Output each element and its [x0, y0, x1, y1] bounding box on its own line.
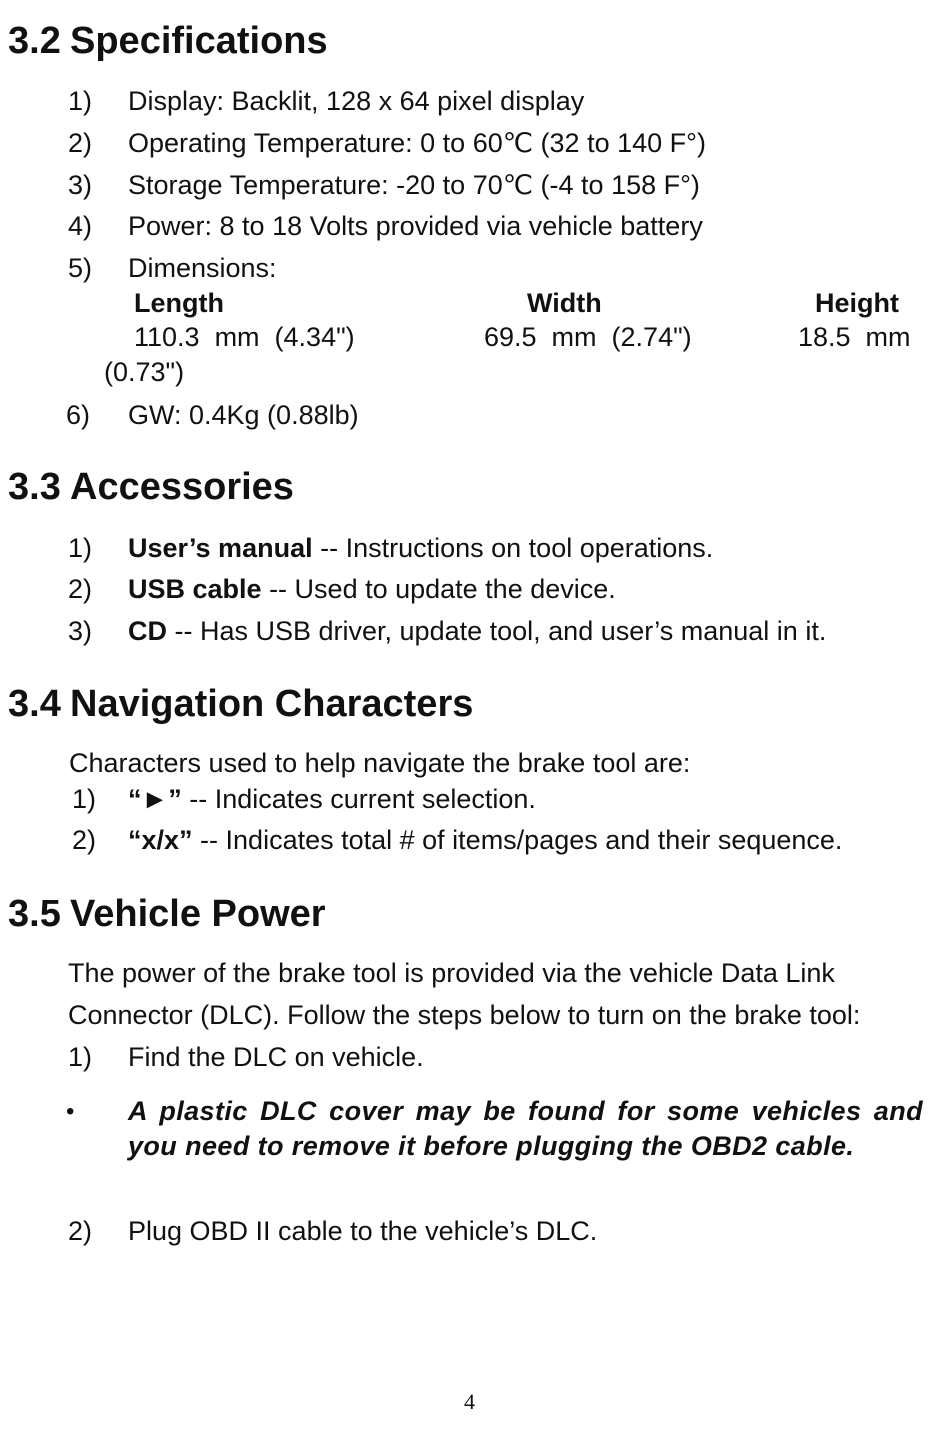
section-heading-navigation-characters [8, 683, 473, 726]
section-heading-accessories [8, 466, 294, 509]
section-title: Specifications [70, 20, 328, 62]
list-number: 3) [68, 170, 93, 200]
list-number: 1) [68, 533, 93, 563]
list-number: 6) [66, 400, 91, 430]
accessory-name: CD [128, 616, 167, 646]
spec-dimensions: Dimensions: [128, 253, 277, 283]
nav-char-sequence [128, 825, 842, 856]
accessory-description: -- Has USB driver, update tool, and user’s manual in it. [167, 616, 827, 646]
vehicle-power-paragraph-line2: Connector (DLC). Follow the steps below to turn on the brake tool: [68, 1000, 861, 1030]
accessory-description: -- Instructions on tool operations. [312, 533, 714, 563]
dlc-cover-note: A plastic DLC cover may be found for some vehicles and you need to remove it before plugging the OBD2 cable. [128, 1096, 923, 1161]
spec-gross-weight: GW: 0.4Kg (0.88lb) [128, 400, 359, 430]
vehicle-power-step-find-dlc: Find the DLC on vehicle. [128, 1042, 424, 1072]
accessory-description: -- Used to update the device. [261, 574, 616, 604]
spec-operating-temperature: Operating Temperature: 0 to 60℃ (32 to 140 F°) [128, 128, 706, 158]
accessory-usb-cable [128, 574, 616, 605]
dimension-height-value: 18.5 mm [798, 322, 911, 352]
nav-char-description: -- Indicates total # of items/pages and their sequence. [192, 825, 843, 855]
section-number: 3.5 [8, 893, 61, 935]
accessory-users-manual [128, 533, 713, 564]
list-number: 1) [72, 784, 97, 814]
accessory-name: USB cable [128, 574, 262, 604]
section-number: 3.2 [8, 20, 61, 62]
list-number: 1) [68, 1042, 93, 1072]
list-number: 1) [68, 86, 93, 116]
section-title: Vehicle Power [70, 893, 326, 935]
dimension-height-value-continued: (0.73") [104, 357, 185, 387]
accessory-name: User’s manual [128, 533, 313, 563]
list-number: 2) [68, 574, 93, 604]
dimension-width-label: Width [527, 288, 602, 318]
list-number: 5) [68, 253, 93, 283]
nav-char-symbol: “x/x” [128, 825, 193, 855]
section-title: Accessories [70, 466, 294, 508]
section-number: 3.3 [8, 466, 61, 508]
spec-storage-temperature: Storage Temperature: -20 to 70℃ (-4 to 158 F°) [128, 170, 700, 200]
accessory-cd [128, 616, 826, 647]
vehicle-power-step-plug-cable: Plug OBD II cable to the vehicle’s DLC. [128, 1216, 598, 1246]
bullet-icon: • [66, 1098, 75, 1125]
list-number: 3) [68, 616, 93, 646]
spec-display: Display: Backlit, 128 x 64 pixel display [128, 86, 585, 116]
section-heading-specifications [8, 20, 328, 63]
list-number: 2) [68, 1216, 93, 1246]
nav-char-description: -- Indicates current selection. [181, 784, 536, 814]
section-number: 3.4 [8, 683, 61, 725]
vehicle-power-paragraph-line1: The power of the brake tool is provided via the vehicle Data Link [68, 958, 835, 988]
dimension-height-label: Height [815, 288, 899, 318]
section-title: Navigation Characters [70, 683, 474, 725]
spec-power: Power: 8 to 18 Volts provided via vehicle battery [128, 211, 703, 241]
dimension-length-label: Length [134, 288, 224, 318]
dimension-length-value: 110.3 mm (4.34") [134, 322, 355, 352]
list-number: 2) [68, 128, 93, 158]
list-number: 2) [72, 825, 97, 855]
navigation-intro: Characters used to help navigate the brake tool are: [69, 748, 691, 778]
nav-char-symbol: “►” [128, 784, 182, 814]
page-number: 4 [464, 1389, 475, 1414]
section-heading-vehicle-power [8, 893, 326, 936]
dimension-width-value: 69.5 mm (2.74") [484, 322, 692, 352]
nav-char-selection [128, 784, 536, 815]
list-number: 4) [68, 211, 93, 241]
